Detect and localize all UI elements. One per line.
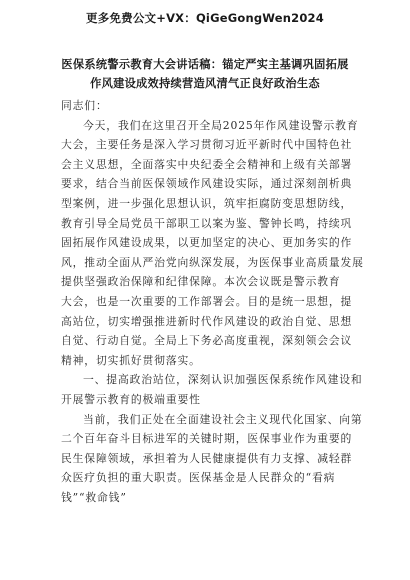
salutation: 同志们： — [61, 99, 108, 112]
section-heading: 一、提高政治站位，深刻认识加强医保系统作风建设和 — [83, 373, 363, 387]
body-line: 教育引导全局党员干部职工以案为鉴、警钟长鸣，持续巩 — [61, 216, 353, 230]
body-line: 精神，切实抓好贯彻落实。 — [61, 353, 201, 367]
body-line: 风，推动全面从严治党向纵深发展，为医保事业高质量发展 — [61, 255, 364, 269]
body-line: 今天，我们在这里召开全局2025年作风建设警示教育 — [83, 118, 359, 132]
body-line: 钱”“救命钱” — [61, 490, 127, 504]
document-body — [61, 96, 372, 507]
body-line: 要求，结合当前医保领域作风建设实际，通过深刻剖析典 — [61, 177, 353, 191]
section-heading: 开展警示教育的极端重要性 — [61, 392, 201, 406]
body-line: 高站位，切实增强推进新时代作风建设的政治自觉、思想 — [61, 314, 353, 328]
body-line: 型案例，进一步强化思想认识，筑牢拒腐防变思想防线， — [61, 196, 353, 210]
page-header: 更多免费公文+VX：QiGeGongWen2024 — [86, 11, 324, 25]
body-line: 提供坚强政治保障和纪律保障。本次会议既是警示教育 — [61, 275, 341, 289]
document-title — [0, 55, 410, 93]
body-line: 当前，我们正处在全面建设社会主义现代化国家、向第 — [83, 412, 363, 426]
body-line: 众医疗负担的重大职责。医保基金是人民群众的“看病 — [61, 471, 336, 485]
title-line: 医保系统警示教育大会讲话稿：锚定严实主基调巩固拓展 — [61, 58, 349, 71]
body-line: 二个百年奋斗目标进军的关键时期，医保事业作为重要的 — [61, 432, 353, 446]
body-line: 大会，主要任务是深入学习贯彻习近平新时代中国特色社 — [61, 138, 353, 152]
body-line: 民生保障领域，承担着为人民健康提供有力支撑、减轻群 — [61, 451, 353, 465]
title-line: 作风建设成效持续营造风清气正良好政治生态 — [90, 77, 320, 90]
body-line: 会主义思想，全面落实中央纪委全会精神和上级有关部署 — [61, 157, 353, 171]
body-line: 自觉、行动自觉。全局上下务必高度重视，深刻领会会议 — [61, 334, 353, 348]
body-line: 大会，也是一次重要的工作部署会。目的是统一思想，提 — [61, 294, 353, 308]
body-line: 固拓展作风建设成果，以更加坚定的决心、更加务实的作 — [61, 236, 353, 250]
